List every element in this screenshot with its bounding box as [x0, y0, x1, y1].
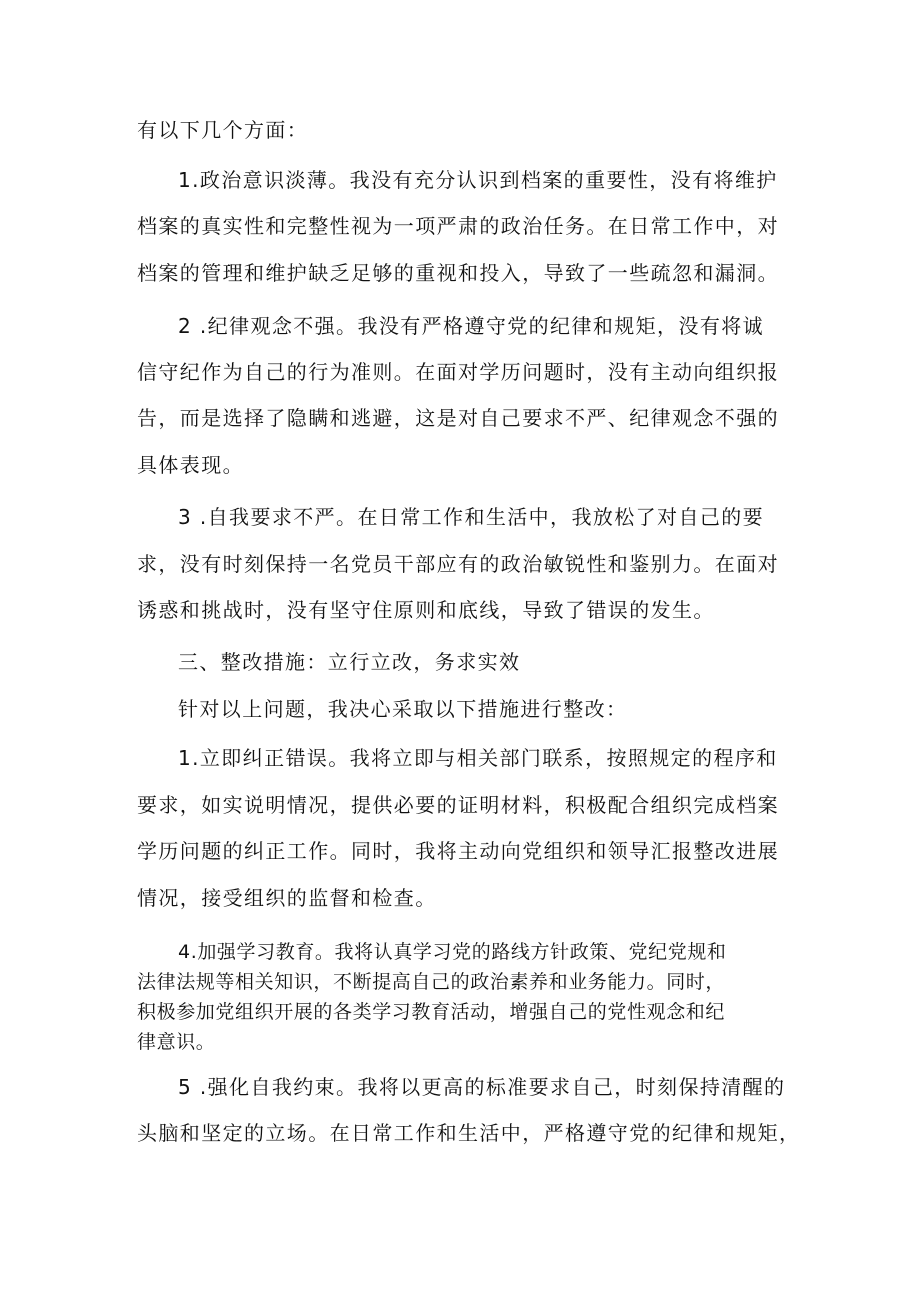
text-line: 积极参加党组织开展的各类学习教育活动，增强自己的党性观念和纪	[137, 1001, 726, 1023]
text-line: 5 .强化自我约束。我将以更高的标准要求自己，时刻保持清醒的	[178, 1075, 786, 1099]
text-line: 律意识。	[137, 1031, 216, 1053]
text-line: 1.政治意识淡薄。我没有充分认识到档案的重要性，没有将维护	[178, 168, 778, 192]
text-line: 档案的真实性和完整性视为一项严肃的政治任务。在日常工作中，对	[137, 214, 779, 238]
text-line: 法律法规等相关知识，不断提高自己的政治素养和业务能力。同时，	[137, 971, 726, 993]
text-line: 4.加强学习教育。我将认真学习党的路线方针政策、党纪党规和	[178, 941, 727, 963]
text-line: 2 .纪律观念不强。我没有严格遵守党的纪律和规矩，没有将诚	[178, 314, 765, 338]
text-line: 诱惑和挑战时，没有坚守住原则和底线，导致了错误的发生。	[137, 598, 715, 622]
section-heading: 三、整改措施：立行立改，务求实效	[178, 650, 521, 674]
text-line: 头脑和坚定的立场。在日常工作和生活中，严格遵守党的纪律和规矩，	[137, 1121, 801, 1145]
text-line: 信守纪作为自己的行为准则。在面对学历问题时，没有主动向组织报	[137, 360, 779, 384]
text-line: 3 .自我要求不严。在日常工作和生活中，我放松了对自己的要	[178, 505, 765, 529]
text-line: 学历问题的纠正工作。同时，我将主动向党组织和领导汇报整改进展	[137, 839, 779, 863]
text-line: 求，没有时刻保持一名党员干部应有的政治敏锐性和鉴别力。在面对	[137, 552, 779, 576]
text-line: 具体表现。	[137, 453, 244, 477]
text-line: 针对以上问题，我决心采取以下措施进行整改：	[178, 697, 628, 721]
text-line: 要求，如实说明情况，提供必要的证明材料，积极配合组织完成档案	[137, 793, 779, 817]
text-line: 情况，接受组织的监督和检查。	[137, 886, 437, 910]
text-line: 1.立即纠正错误。我将立即与相关部门联系，按照规定的程序和	[178, 746, 778, 770]
text-line: 告，而是选择了隐瞒和逃避，这是对自己要求不严、纪律观念不强的	[137, 406, 779, 430]
text-line: 档案的管理和维护缺乏足够的重视和投入，导致了一些疏忽和漏洞。	[137, 261, 779, 285]
text-line: 有以下几个方面：	[137, 118, 309, 142]
